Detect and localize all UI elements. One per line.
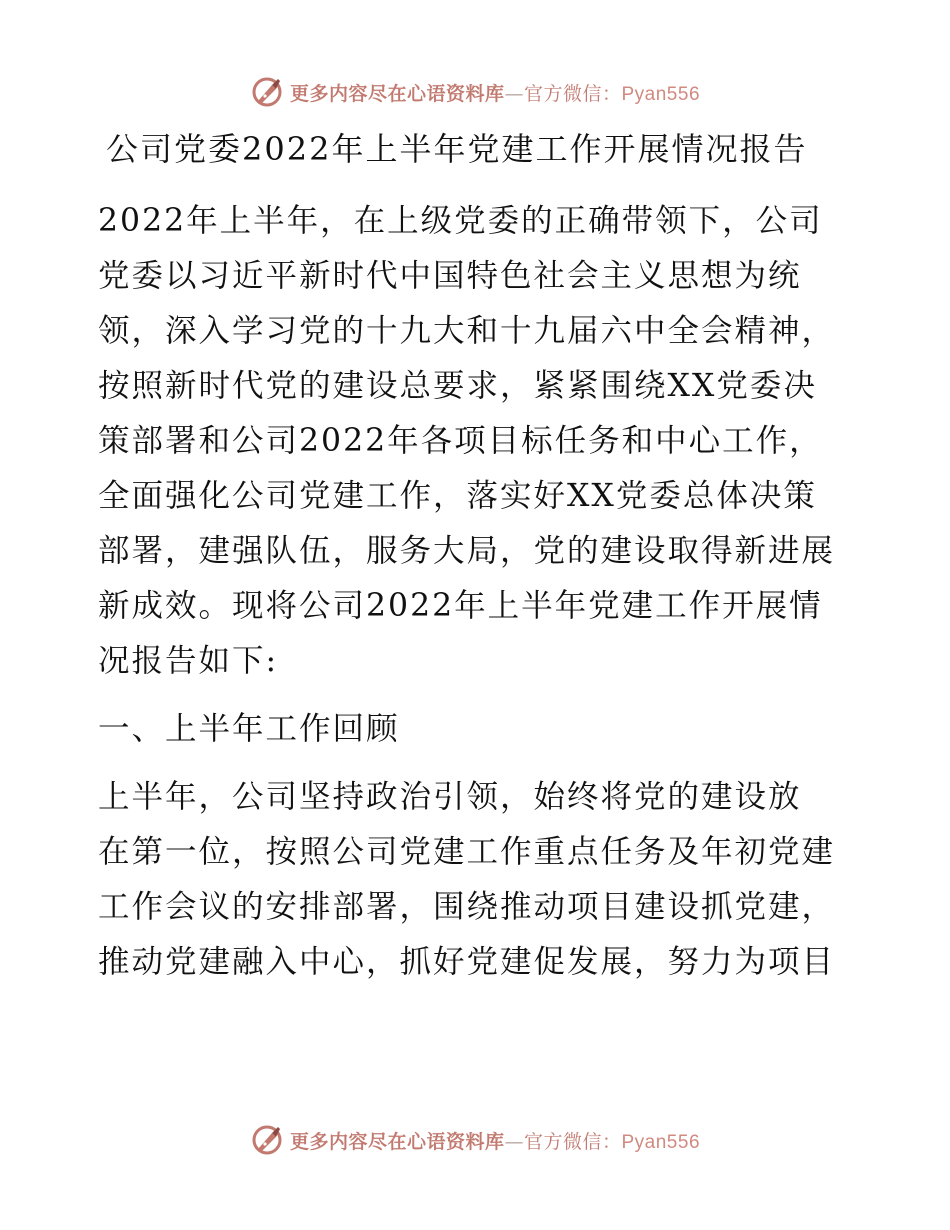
footer-watermark — [0, 1120, 950, 1160]
watermark-separator: — — [504, 82, 524, 105]
watermark-separator: — — [504, 1130, 524, 1153]
text-line: 2022年上半年，在上级党委的正确带领下，公司 — [98, 203, 823, 239]
header-watermark — [0, 72, 950, 112]
text-line: 全面强化公司党建工作，落实好XX党委总体决策 — [98, 478, 817, 514]
watermark-main: 更多内容尽在心语资料库 — [289, 82, 505, 105]
text-line: 领，深入学习党的十九大和十九届六中全会精神， — [98, 313, 836, 349]
paragraph-intro — [98, 194, 858, 689]
text-line: 策部署和公司2022年各项目标任务和中心工作， — [98, 423, 823, 459]
watermark-text — [290, 1127, 700, 1154]
watermark-main: 更多内容尽在心语资料库 — [289, 1130, 505, 1153]
pen-nib-logo-icon — [250, 75, 284, 109]
section-heading: 一、上半年工作回顾 — [98, 711, 400, 747]
text-line: 上半年，公司坚持政治引领，始终将党的建设放 — [98, 779, 802, 815]
text-line: 在第一位，按照公司党建工作重点任务及年初党建 — [98, 834, 836, 870]
text-line: 推动党建融入中心，抓好党建促发展，努力为项目 — [98, 944, 836, 980]
text-line: 按照新时代党的建设总要求，紧紧围绕XX党委决 — [98, 368, 817, 404]
watermark-label: 官方微信： — [523, 1130, 622, 1153]
text-line: 部署，建强队伍，服务大局，党的建设取得新进展 — [98, 533, 836, 569]
text-line: 况报告如下: — [98, 643, 279, 679]
paragraph-review — [98, 770, 858, 990]
text-line: 工作会议的安排部署，围绕推动项目建设抓党建， — [98, 889, 836, 925]
pen-nib-logo-icon — [250, 1123, 284, 1157]
text-line: 党委以习近平新时代中国特色社会主义思想为统 — [98, 258, 802, 294]
watermark-text — [290, 79, 700, 106]
watermark-id: Pyan556 — [621, 83, 701, 105]
document-body — [98, 122, 858, 990]
watermark-id: Pyan556 — [621, 1131, 701, 1153]
watermark-label: 官方微信： — [523, 82, 622, 105]
text-line: 新成效。现将公司2022年上半年党建工作开展情 — [98, 588, 823, 624]
document-title: 公司党委2022年上半年党建工作开展情况报告 — [106, 130, 808, 168]
